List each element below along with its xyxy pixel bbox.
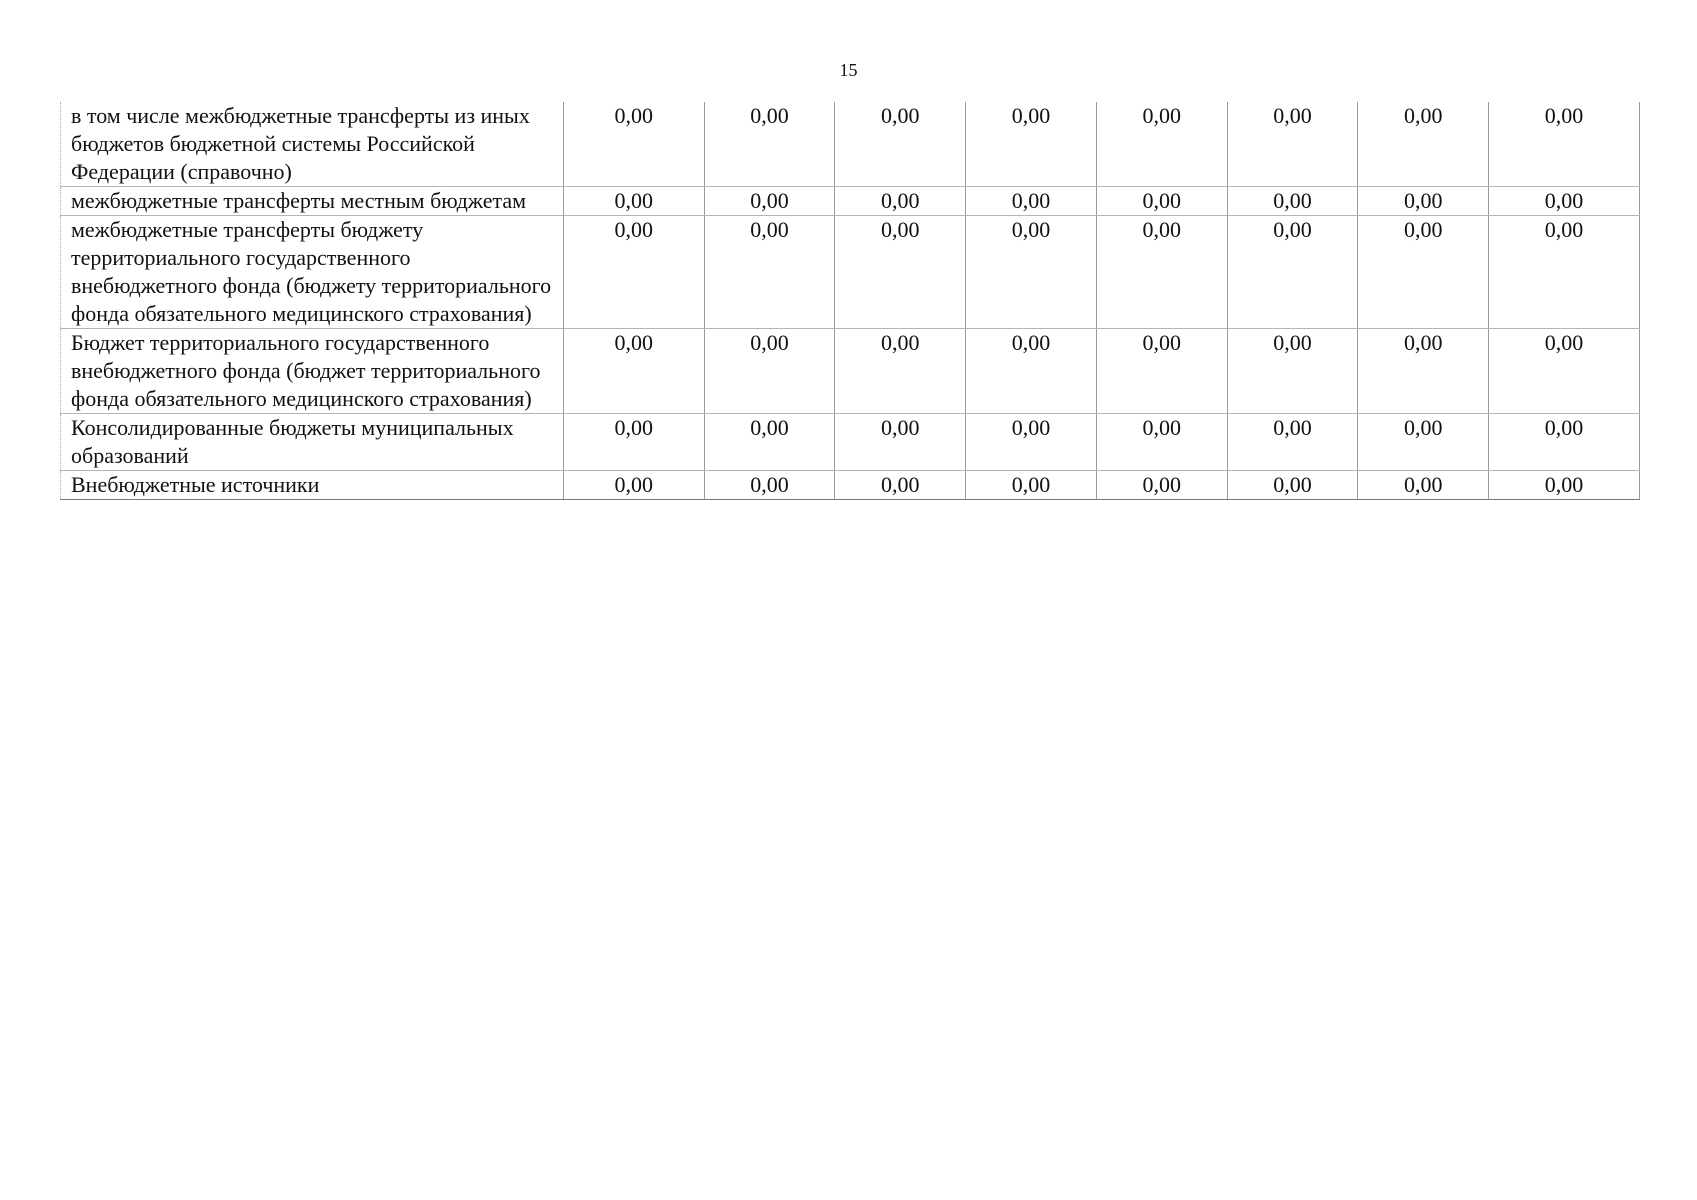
cell-value: 0,00 [563, 216, 704, 329]
cell-value: 0,00 [835, 414, 966, 471]
cell-value: 0,00 [1358, 329, 1489, 414]
cell-value: 0,00 [966, 102, 1097, 187]
cell-value: 0,00 [563, 187, 704, 216]
cell-value: 0,00 [966, 216, 1097, 329]
cell-value: 0,00 [704, 216, 835, 329]
table-row [61, 329, 1640, 414]
cell-value: 0,00 [1227, 471, 1358, 500]
table-row [61, 102, 1640, 187]
cell-value: 0,00 [835, 329, 966, 414]
cell-value: 0,00 [966, 329, 1097, 414]
cell-value: 0,00 [835, 187, 966, 216]
cell-value: 0,00 [1489, 187, 1640, 216]
cell-value: 0,00 [1096, 187, 1227, 216]
table-row [61, 471, 1640, 500]
cell-value: 0,00 [1358, 102, 1489, 187]
cell-value: 0,00 [1096, 414, 1227, 471]
row-label: в том числе межбюджетные трансферты из иных бюджетов бюджетной системы Российской Федерации (справочно) [61, 102, 564, 187]
cell-value: 0,00 [1358, 414, 1489, 471]
cell-value: 0,00 [704, 471, 835, 500]
cell-value: 0,00 [1489, 216, 1640, 329]
cell-value: 0,00 [1096, 329, 1227, 414]
cell-value: 0,00 [563, 414, 704, 471]
row-label: межбюджетные трансферты местным бюджетам [61, 187, 564, 216]
cell-value: 0,00 [1489, 102, 1640, 187]
cell-value: 0,00 [563, 102, 704, 187]
cell-value: 0,00 [704, 329, 835, 414]
cell-value: 0,00 [1096, 216, 1227, 329]
cell-value: 0,00 [1489, 329, 1640, 414]
cell-value: 0,00 [704, 102, 835, 187]
cell-value: 0,00 [966, 471, 1097, 500]
cell-value: 0,00 [966, 187, 1097, 216]
cell-value: 0,00 [1227, 414, 1358, 471]
cell-value: 0,00 [1358, 471, 1489, 500]
cell-value: 0,00 [1489, 471, 1640, 500]
cell-value: 0,00 [1358, 216, 1489, 329]
cell-value: 0,00 [704, 414, 835, 471]
cell-value: 0,00 [835, 216, 966, 329]
cell-value: 0,00 [1096, 102, 1227, 187]
cell-value: 0,00 [563, 471, 704, 500]
row-label: Бюджет территориального государственного внебюджетного фонда (бюджет территориального фонда обязательного медицинского страхования) [61, 329, 564, 414]
cell-value: 0,00 [1227, 216, 1358, 329]
cell-value: 0,00 [563, 329, 704, 414]
cell-value: 0,00 [835, 102, 966, 187]
cell-value: 0,00 [1227, 102, 1358, 187]
table-row [61, 216, 1640, 329]
cell-value: 0,00 [1227, 329, 1358, 414]
budget-table [60, 102, 1640, 500]
cell-value: 0,00 [1358, 187, 1489, 216]
cell-value: 0,00 [966, 414, 1097, 471]
page-number: 15 [839, 60, 858, 80]
cell-value: 0,00 [1489, 414, 1640, 471]
row-label: Внебюджетные источники [61, 471, 564, 500]
table-row [61, 187, 1640, 216]
cell-value: 0,00 [704, 187, 835, 216]
row-label: межбюджетные трансферты бюджету территориального государственного внебюджетного фонда (бюджету территориального фонда обязательного медицинского страхования) [61, 216, 564, 329]
cell-value: 0,00 [1096, 471, 1227, 500]
table-row [61, 414, 1640, 471]
cell-value: 0,00 [1227, 187, 1358, 216]
row-label: Консолидированные бюджеты муниципальных образований [61, 414, 564, 471]
cell-value: 0,00 [835, 471, 966, 500]
